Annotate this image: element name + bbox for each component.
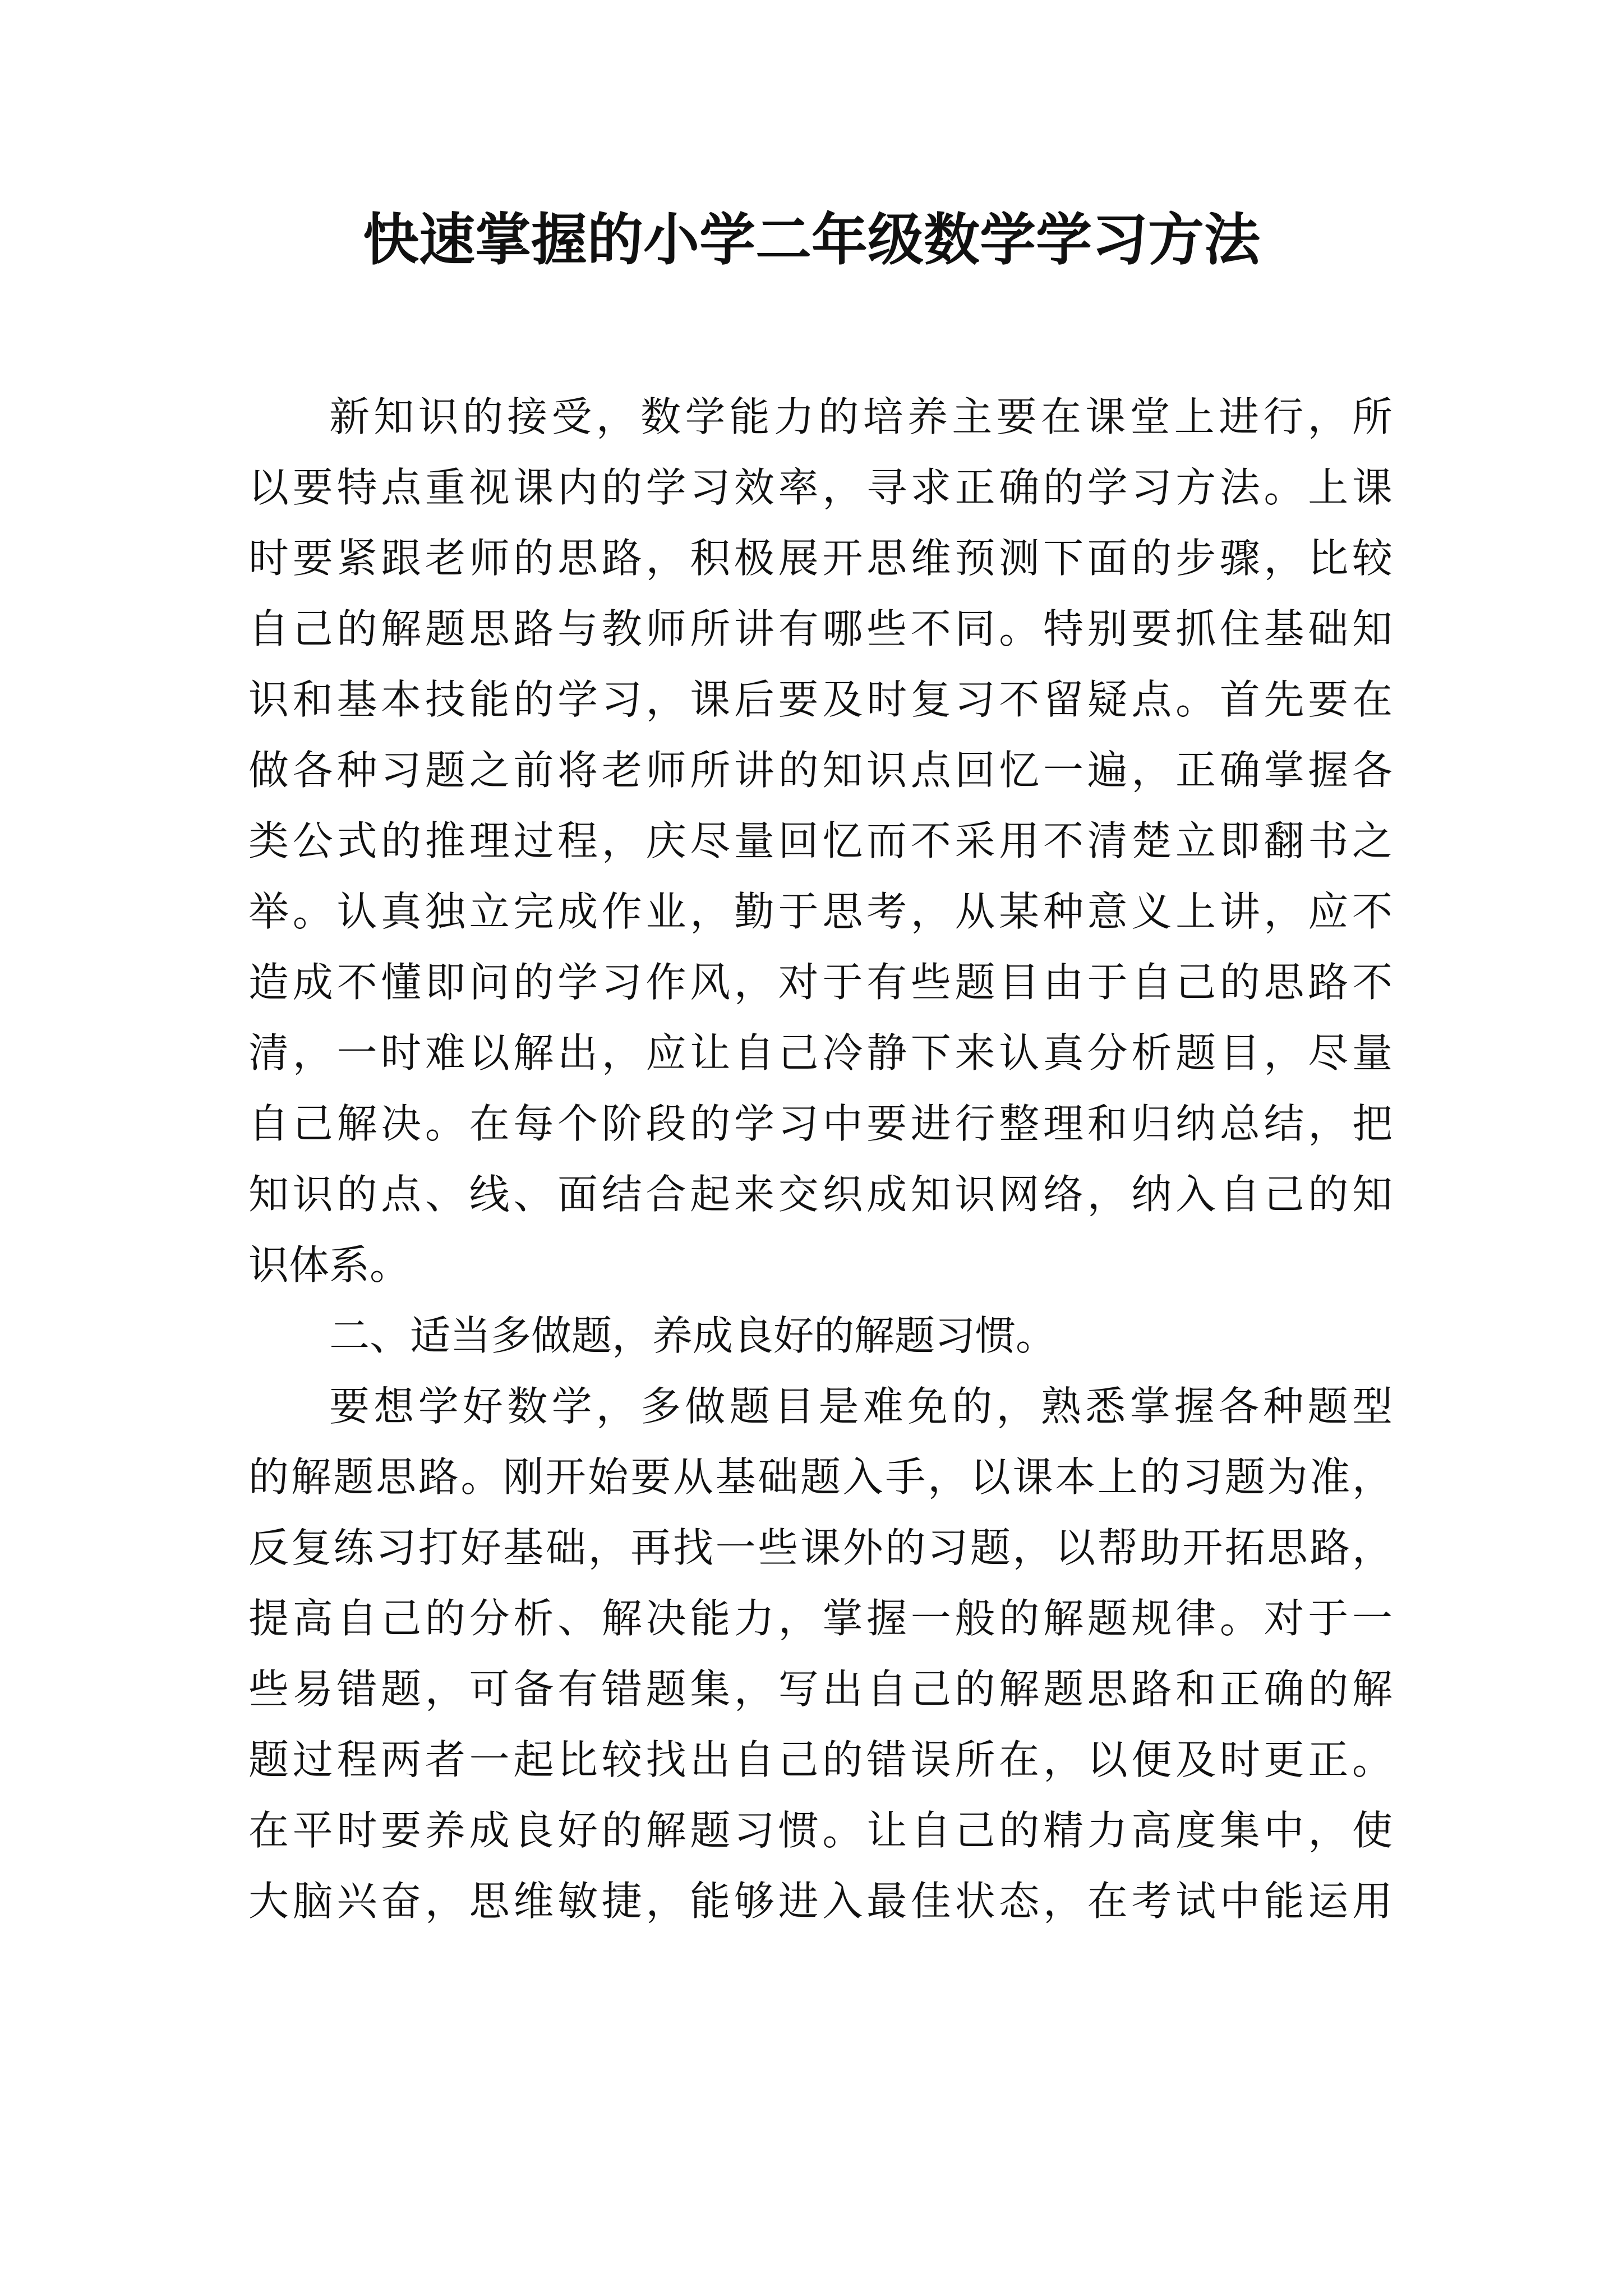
body-line: 清，一时难以解出，应让自己冷静下来认真分析题目，尽量 (248, 1029, 1393, 1076)
body-line: 以要特点重视课内的学习效率，寻求正确的学习方法。上课 (248, 464, 1393, 511)
body-line: 自己解决。在每个阶段的学习中要进行整理和归纳总结，把 (248, 1100, 1393, 1147)
body-line: 新知识的接受，数学能力的培养主要在课堂上进行，所 (329, 393, 1393, 440)
body-line: 二、适当多做题，养成良好的解题习惯。 (329, 1312, 1057, 1359)
body-line: 大脑兴奋，思维敏捷，能够进入最佳状态，在考试中能运用 (248, 1878, 1393, 1925)
body-line: 造成不懂即问的学习作风，对于有些题目由于自己的思路不 (248, 959, 1393, 1006)
body-line: 要想学好数学，多做题目是难免的，熟悉掌握各种题型 (329, 1383, 1393, 1430)
body-line: 题过程两者一起比较找出自己的错误所在，以便及时更正。 (248, 1736, 1393, 1783)
body-line: 时要紧跟老师的思路，积极展开思维预测下面的步骤，比较 (248, 535, 1393, 582)
body-line: 些易错题，可备有错题集，写出自己的解题思路和正确的解 (248, 1665, 1393, 1713)
body-line: 识体系。 (248, 1241, 411, 1289)
body-line: 类公式的推理过程，庆尽量回忆而不采用不清楚立即翻书之 (248, 817, 1393, 864)
body-line: 举。认真独立完成作业，勤于思考，从某种意义上讲，应不 (248, 888, 1393, 935)
body-line: 知识的点、线、面结合起来交织成知识网络，纳入自己的知 (248, 1171, 1393, 1218)
body-line: 的解题思路。刚开始要从基础题入手，以课本上的习题为准， (248, 1453, 1393, 1501)
body-line: 识和基本技能的学习，课后要及时复习不留疑点。首先要在 (248, 676, 1393, 723)
body-line: 做各种习题之前将老师所讲的知识点回忆一遍，正确掌握各 (248, 747, 1393, 794)
body-line: 自己的解题思路与教师所讲有哪些不同。特别要抓住基础知 (248, 605, 1393, 652)
body-line: 提高自己的分析、解决能力，掌握一般的解题规律。对于一 (248, 1595, 1393, 1642)
body-line: 反复练习打好基础，再找一些课外的习题，以帮助开拓思路， (248, 1524, 1393, 1571)
body-line: 在平时要养成良好的解题习惯。让自己的精力高度集中，使 (248, 1807, 1393, 1854)
document-title: 快速掌握的小学二年级数学学习方法 (363, 206, 1260, 273)
document-body (248, 381, 1393, 1936)
